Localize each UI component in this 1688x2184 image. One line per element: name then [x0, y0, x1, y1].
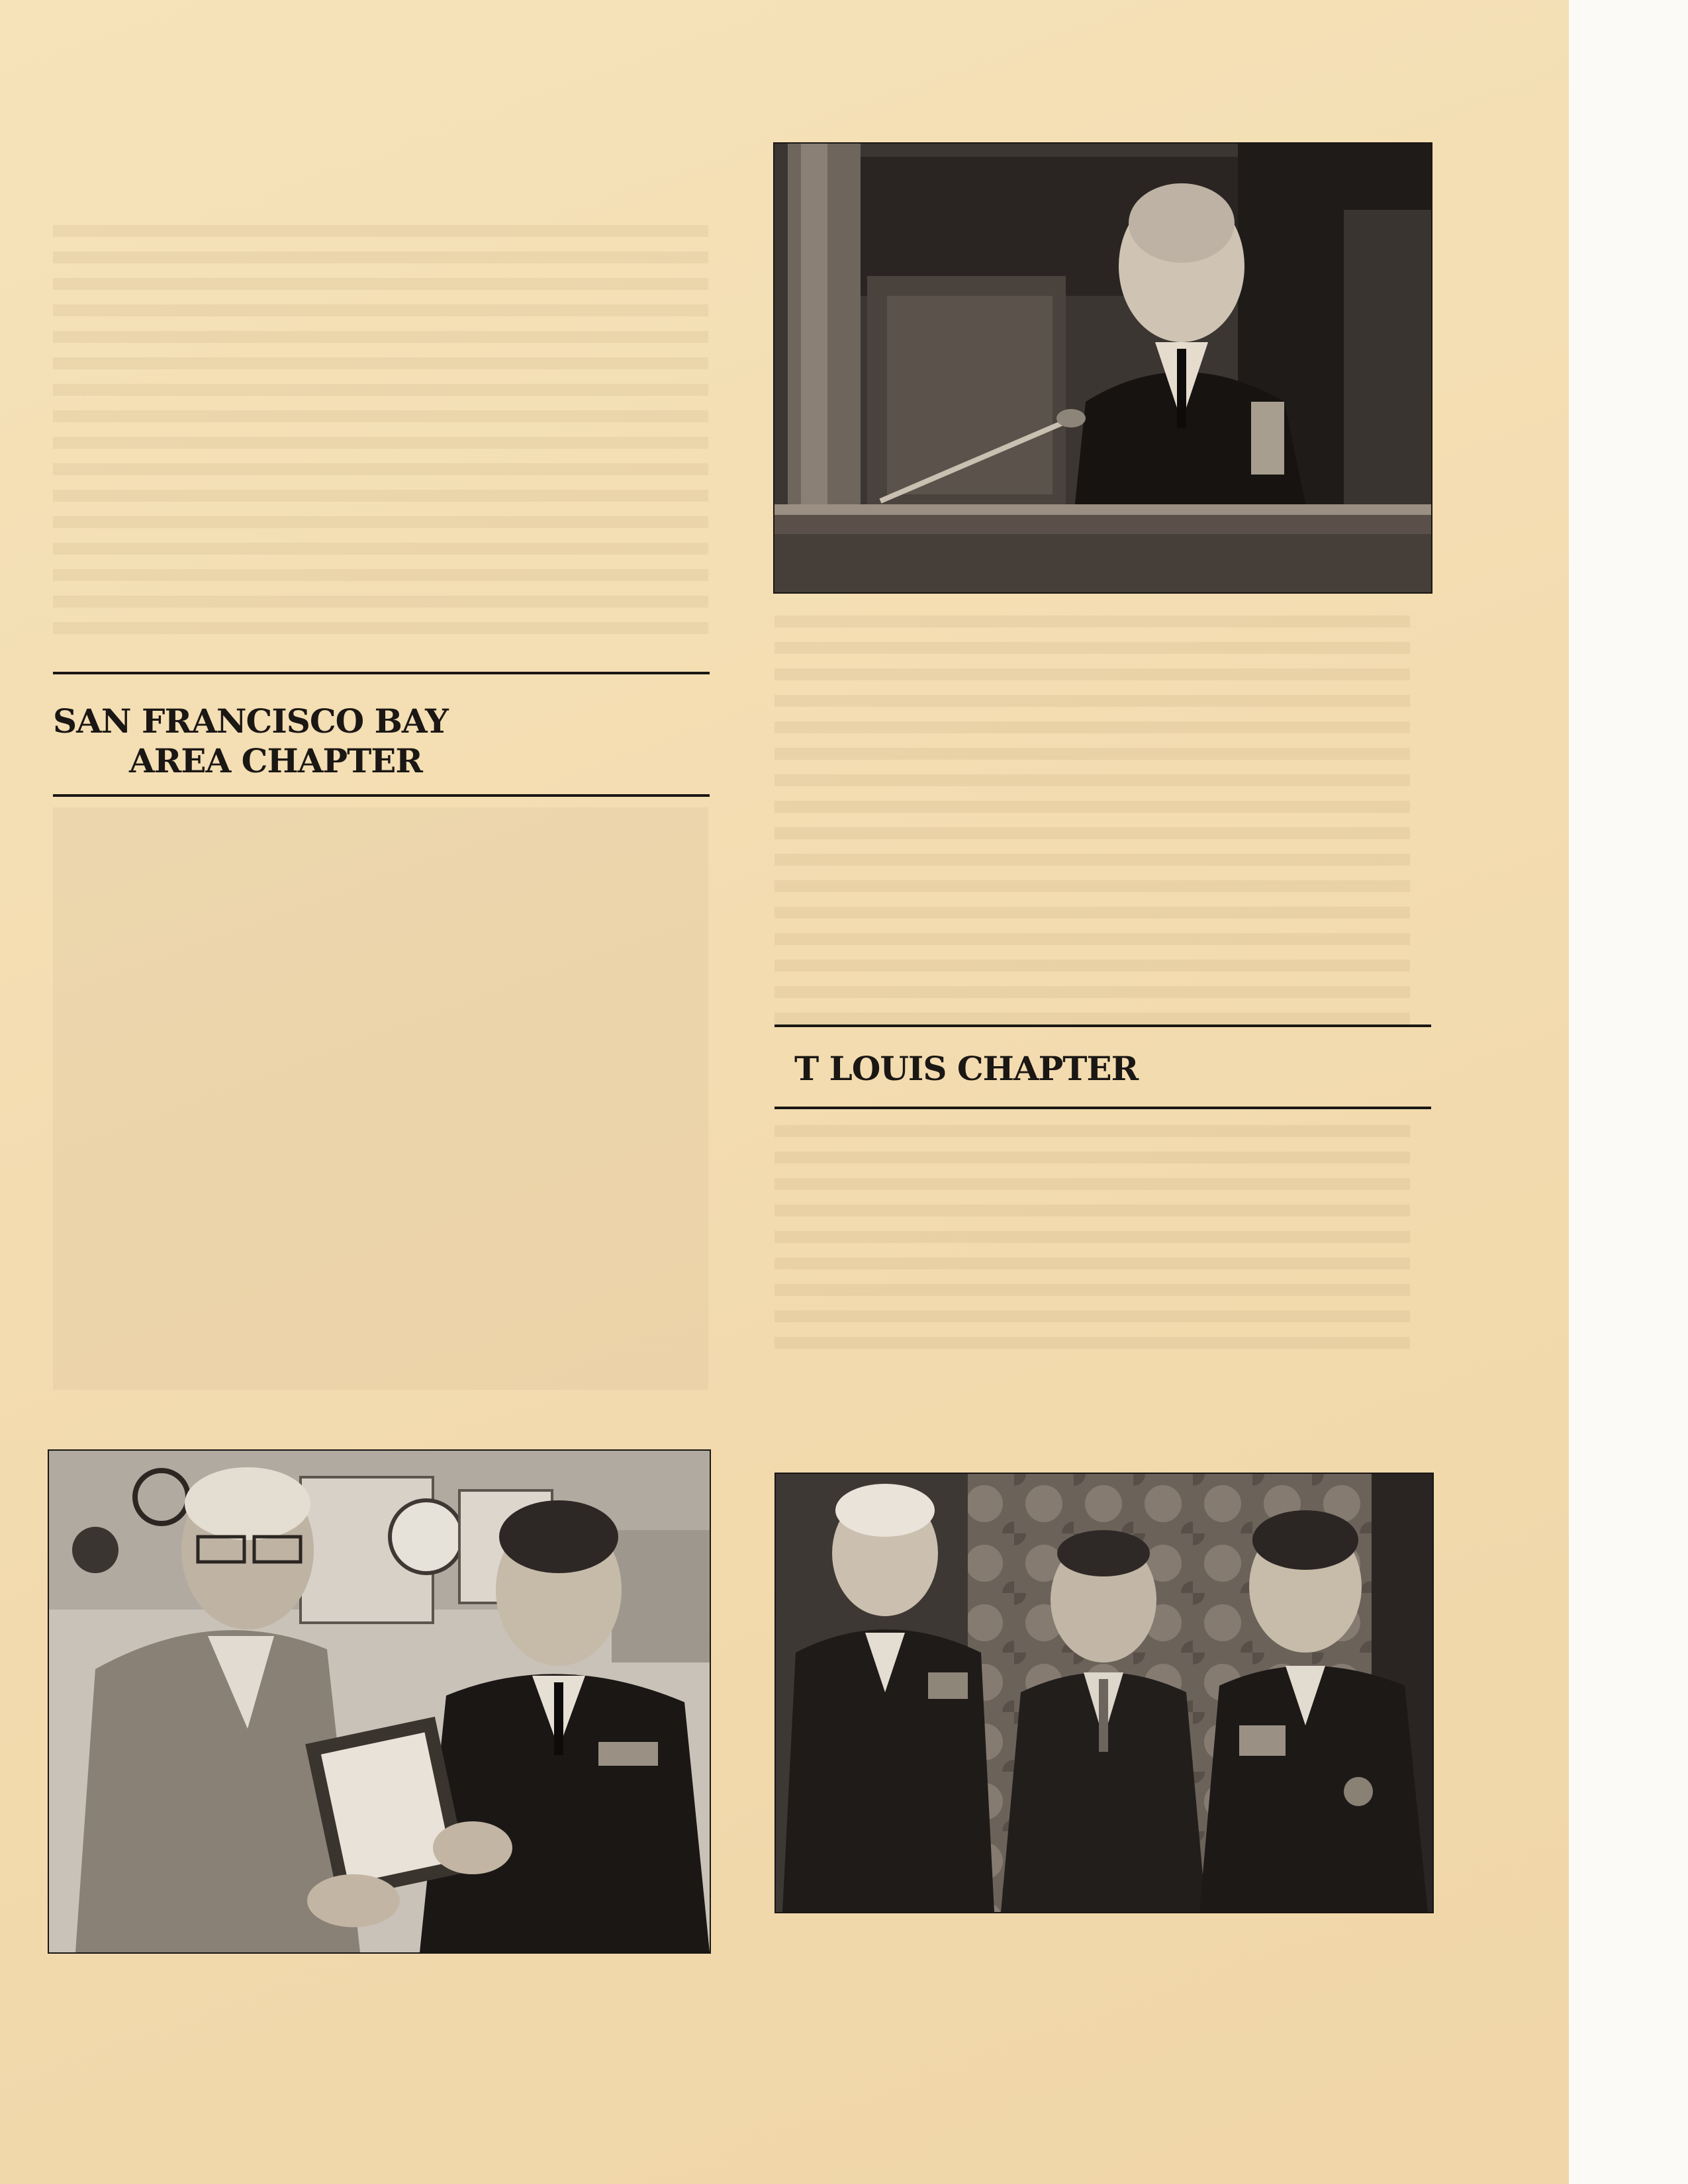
bleed-through-text: [53, 225, 708, 649]
bleed-through-heading: [53, 179, 715, 218]
photo-speaker-at-podium: [773, 142, 1432, 594]
section-rule-top: [53, 672, 710, 674]
section-heading-st-louis: T LOUIS CHAPTER: [794, 1049, 1139, 1088]
section-rule-top: [774, 1024, 1431, 1027]
photo-plaque-presentation: [48, 1449, 711, 1954]
section-heading-sf-line2: AREA CHAPTER: [129, 741, 422, 780]
scan-margin: [1569, 0, 1688, 2184]
section-heading-sf-line1: SAN FRANCISCO BAY: [53, 702, 448, 741]
bleed-through-text: [774, 1125, 1410, 1363]
section-rule-bottom: [53, 794, 710, 797]
bleed-through-box: [53, 807, 708, 1390]
section-rule-bottom: [774, 1107, 1431, 1109]
bleed-through-text: [774, 615, 1410, 1026]
photo-three-men: [774, 1473, 1434, 1913]
